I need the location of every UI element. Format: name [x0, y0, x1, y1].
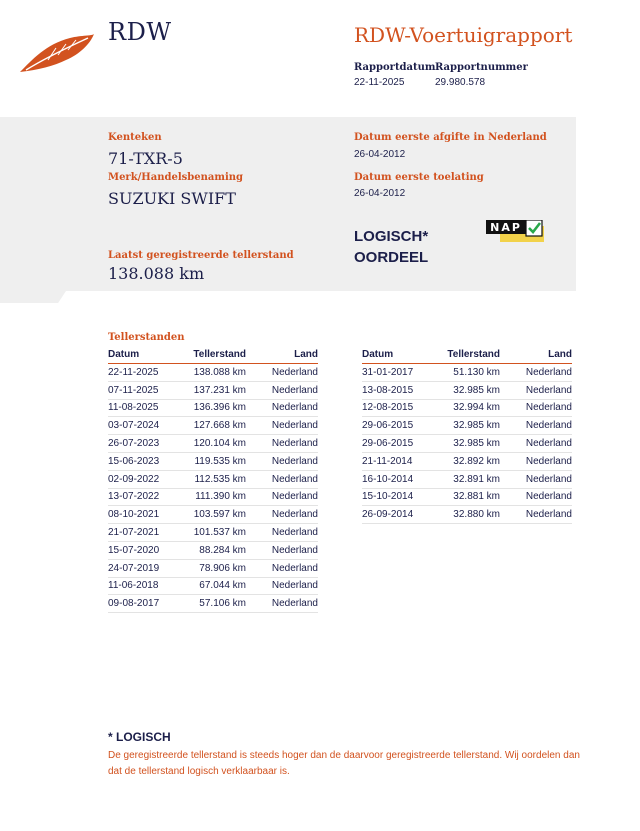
cell-odometer: 51.130 km — [432, 364, 500, 382]
cell-date: 13-07-2022 — [108, 488, 178, 506]
cell-odometer: 67.044 km — [178, 577, 246, 595]
cell-date: 15-06-2023 — [108, 452, 178, 470]
cell-odometer: 32.892 km — [432, 452, 500, 470]
first-admission-value: 26-04-2012 — [354, 188, 406, 199]
cell-country: Nederland — [246, 488, 318, 506]
footnote-text: De geregistreerde tellerstand is steeds hoger dan de daarvoor geregistreerde tellerstand. Wij oordelen dan dat de tellerstand logisch verklaarbaar is. — [108, 750, 580, 777]
cell-date: 03-07-2024 — [108, 417, 178, 435]
table-header-row — [108, 348, 318, 364]
table-row — [108, 470, 318, 488]
cell-odometer: 88.284 km — [178, 541, 246, 559]
table-row — [108, 435, 318, 453]
report-date-block — [354, 62, 436, 88]
cell-country: Nederland — [246, 399, 318, 417]
cell-odometer: 138.088 km — [178, 364, 246, 382]
report-number-block — [435, 62, 528, 88]
cell-date: 24-07-2019 — [108, 559, 178, 577]
cell-country: Nederland — [500, 417, 572, 435]
odometer-label: Laatst geregistreerde tellerstand — [108, 250, 294, 261]
table-row — [362, 506, 572, 524]
report-number-value: 29.980.578 — [435, 77, 486, 88]
cell-country: Nederland — [500, 381, 572, 399]
cell-date: 08-10-2021 — [108, 506, 178, 524]
cell-country: Nederland — [500, 506, 572, 524]
cell-date: 13-08-2015 — [362, 381, 432, 399]
cell-country: Nederland — [246, 417, 318, 435]
cell-odometer: 78.906 km — [178, 559, 246, 577]
readings-table-left — [108, 348, 318, 613]
table-row — [108, 541, 318, 559]
cell-date: 29-06-2015 — [362, 435, 432, 453]
table-row — [108, 506, 318, 524]
cell-odometer: 32.881 km — [432, 488, 500, 506]
cell-odometer: 137.231 km — [178, 381, 246, 399]
cell-date: 15-10-2014 — [362, 488, 432, 506]
report-date-label: Rapportdatum — [354, 62, 436, 73]
table-row — [362, 452, 572, 470]
cell-odometer: 57.106 km — [178, 595, 246, 613]
vehicle-summary-panel — [0, 117, 576, 291]
cell-odometer: 112.535 km — [178, 470, 246, 488]
verdict — [354, 226, 428, 268]
cell-date: 26-07-2023 — [108, 435, 178, 453]
cell-date: 11-06-2018 — [108, 577, 178, 595]
column-header-country: Land — [500, 348, 572, 364]
table-row — [108, 488, 318, 506]
cell-country: Nederland — [246, 452, 318, 470]
cell-country: Nederland — [246, 470, 318, 488]
cell-date: 15-07-2020 — [108, 541, 178, 559]
verdict-line-2: OORDEEL — [354, 249, 429, 266]
cell-date: 31-01-2017 — [362, 364, 432, 382]
table-header-row — [362, 348, 572, 364]
table-row — [362, 435, 572, 453]
cell-date: 07-11-2025 — [108, 381, 178, 399]
cell-country: Nederland — [500, 399, 572, 417]
cell-odometer: 32.985 km — [432, 435, 500, 453]
cell-date: 12-08-2015 — [362, 399, 432, 417]
nap-text: NAP — [490, 221, 522, 234]
cell-country: Nederland — [500, 452, 572, 470]
cell-country: Nederland — [246, 506, 318, 524]
cell-odometer: 103.597 km — [178, 506, 246, 524]
table-row — [108, 559, 318, 577]
report-number-label: Rapportnummer — [435, 62, 528, 73]
cell-country: Nederland — [246, 524, 318, 542]
first-admission-label: Datum eerste toelating — [354, 172, 484, 183]
cell-odometer: 111.390 km — [178, 488, 246, 506]
cell-odometer: 32.880 km — [432, 506, 500, 524]
table-row — [108, 524, 318, 542]
nap-check-icon — [486, 220, 544, 242]
cell-odometer: 119.535 km — [178, 452, 246, 470]
table-row — [108, 452, 318, 470]
report-date-value: 22-11-2025 — [354, 77, 405, 88]
table-row — [108, 381, 318, 399]
brand-model-value: SUZUKI SWIFT — [108, 189, 236, 208]
cell-odometer: 32.985 km — [432, 417, 500, 435]
table-row — [108, 577, 318, 595]
cell-date: 29-06-2015 — [362, 417, 432, 435]
table-row — [108, 364, 318, 382]
verdict-line-1: LOGISCH* — [354, 228, 429, 245]
license-plate-value: 71-TXR-5 — [108, 149, 183, 168]
cell-country: Nederland — [246, 364, 318, 382]
odometer-value: 138.088 km — [108, 264, 205, 283]
cell-date: 02-09-2022 — [108, 470, 178, 488]
cell-odometer: 32.985 km — [432, 381, 500, 399]
table-row — [362, 381, 572, 399]
column-header-odometer: Tellerstand — [178, 348, 246, 364]
license-plate-label: Kenteken — [108, 132, 162, 143]
cell-date: 16-10-2014 — [362, 470, 432, 488]
cell-country: Nederland — [246, 577, 318, 595]
cell-odometer: 127.668 km — [178, 417, 246, 435]
table-row — [362, 417, 572, 435]
cell-date: 21-07-2021 — [108, 524, 178, 542]
cell-odometer: 32.994 km — [432, 399, 500, 417]
readings-title: Tellerstanden — [108, 332, 185, 343]
table-row — [362, 399, 572, 417]
cell-odometer: 136.396 km — [178, 399, 246, 417]
table-row — [108, 399, 318, 417]
table-row — [108, 417, 318, 435]
cell-odometer: 101.537 km — [178, 524, 246, 542]
cell-country: Nederland — [500, 470, 572, 488]
cell-date: 22-11-2025 — [108, 364, 178, 382]
report-title: RDW-Voertuigrapport — [354, 23, 573, 47]
column-header-date: Datum — [362, 348, 432, 364]
column-header-date: Datum — [108, 348, 178, 364]
first-issue-nl-label: Datum eerste afgifte in Nederland — [354, 132, 547, 143]
column-header-country: Land — [246, 348, 318, 364]
table-row — [362, 488, 572, 506]
panel-notch — [0, 291, 66, 303]
cell-country: Nederland — [246, 435, 318, 453]
rdw-feather-logo-icon — [18, 30, 96, 74]
cell-country: Nederland — [500, 364, 572, 382]
cell-odometer: 32.891 km — [432, 470, 500, 488]
table-row — [108, 595, 318, 613]
cell-country: Nederland — [500, 435, 572, 453]
table-row — [362, 364, 572, 382]
cell-country: Nederland — [246, 595, 318, 613]
cell-country: Nederland — [246, 381, 318, 399]
table-row — [362, 470, 572, 488]
cell-date: 26-09-2014 — [362, 506, 432, 524]
cell-date: 09-08-2017 — [108, 595, 178, 613]
brand-name: RDW — [108, 18, 172, 46]
cell-country: Nederland — [500, 488, 572, 506]
column-header-odometer: Tellerstand — [432, 348, 500, 364]
brand-model-label: Merk/Handelsbenaming — [108, 172, 244, 183]
first-issue-nl-value: 26-04-2012 — [354, 149, 406, 160]
readings-table-right — [362, 348, 572, 524]
cell-country: Nederland — [246, 559, 318, 577]
cell-date: 21-11-2014 — [362, 452, 432, 470]
cell-date: 11-08-2025 — [108, 399, 178, 417]
cell-odometer: 120.104 km — [178, 435, 246, 453]
cell-country: Nederland — [246, 541, 318, 559]
footnote-title: * LOGISCH — [108, 730, 171, 744]
